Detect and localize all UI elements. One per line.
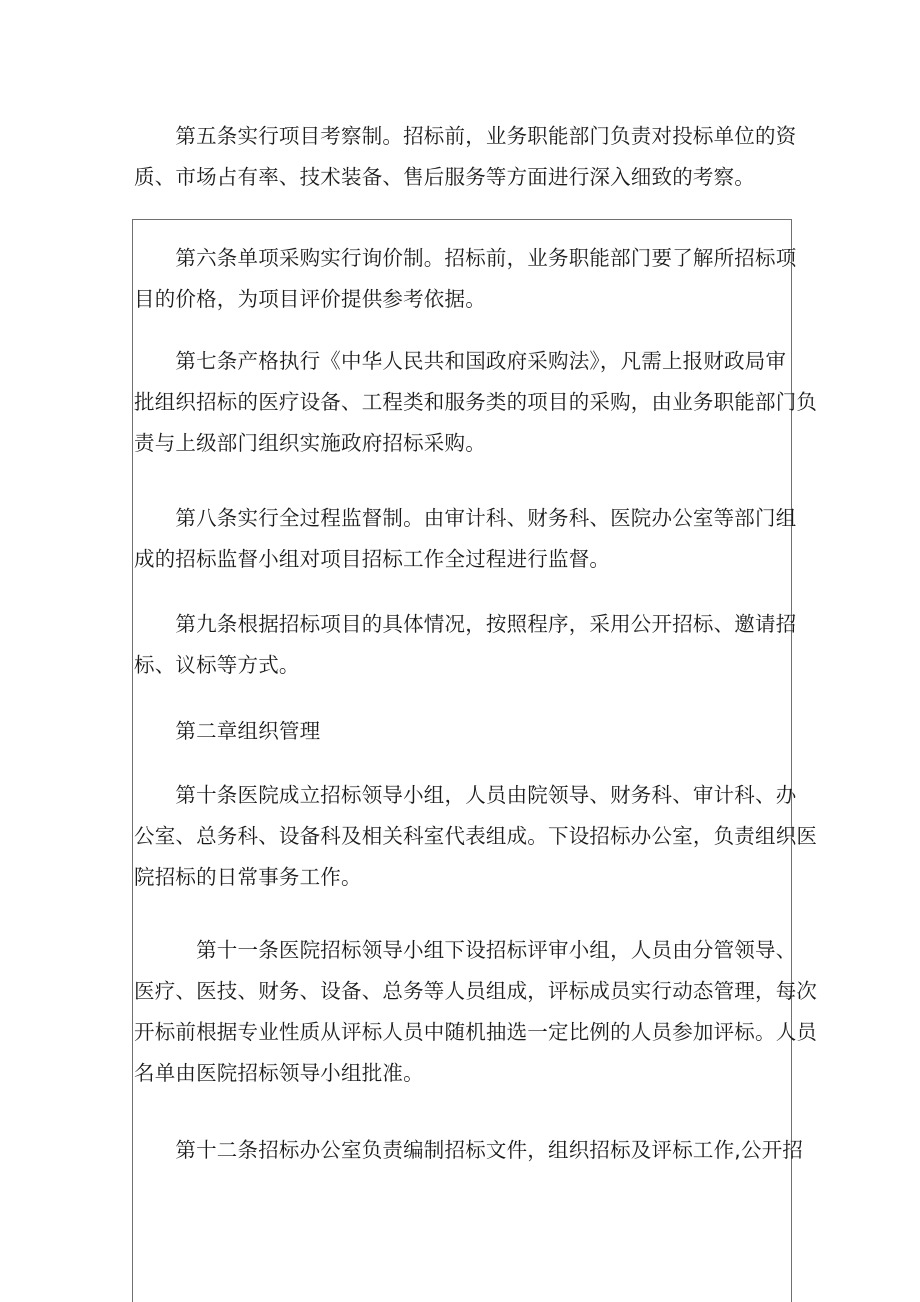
text-line: 第十一条医院招标领导小组下设招标评审小组，人员由分管领导、 — [134, 938, 797, 962]
chapter-heading — [134, 711, 320, 752]
article-6 — [134, 238, 796, 320]
text-line: 公室、总务科、设备科及相关科室代表组成。下设招标办公室，负责组织医 — [134, 824, 818, 848]
text-line: 成的招标监督小组对项目招标工作全过程进行监督。 — [134, 547, 611, 571]
article-9 — [134, 604, 796, 686]
text-line: 第八条实行全过程监督制。由审计科、财务科、医院办公室等部门组 — [134, 506, 797, 530]
article-7 — [134, 341, 817, 464]
text-line: 第十二条招标办公室负责编制招标文件，组织招标及评标工作,公开招 — [134, 1138, 804, 1162]
text-line: 医疗、医技、财务、设备、总务等人员组成，评标成员实行动态管理，每次 — [134, 979, 818, 1003]
text-line: 第六条单项采购实行询价制。招标前，业务职能部门要了解所招标项 — [134, 246, 797, 270]
text-line: 第十条医院成立招标领导小组，人员由院领导、财务科、审计科、办 — [134, 783, 797, 807]
text-line: 第九条根据招标项目的具体情况，按照程序，采用公开招标、邀请招 — [134, 612, 797, 636]
article-10 — [134, 775, 817, 898]
text-line: 第二章组织管理 — [134, 719, 321, 743]
article-11 — [134, 930, 817, 1094]
text-line: 院招标的日常事务工作。 — [134, 865, 362, 889]
text-line: 开标前根据专业性质从评标人员中随机抽选一定比例的人员参加评标。人员 — [134, 1020, 818, 1044]
text-line: 标、议标等方式。 — [134, 653, 300, 677]
text-line: 名单由医院招标领导小组批准。 — [134, 1061, 424, 1085]
text-line: 第五条实行项目考察制。招标前，业务职能部门负责对投标单位的资 — [134, 124, 797, 148]
article-8 — [134, 498, 796, 580]
text-line: 目的价格，为项目评价提供参考依据。 — [134, 287, 486, 311]
text-line: 第七条产格执行《中华人民共和国政府采购法》，凡需上报财政局审 — [134, 349, 787, 373]
text-line: 质、市场占有率、技术装备、售后服务等方面进行深入细致的考察。 — [134, 165, 755, 189]
text-line: 批组织招标的医疗设备、工程类和服务类的项目的采购，由业务职能部门负 — [134, 390, 818, 414]
article-5 — [134, 116, 797, 198]
article-12 — [134, 1130, 803, 1171]
text-line: 责与上级部门组织实施政府招标采购。 — [134, 431, 486, 455]
